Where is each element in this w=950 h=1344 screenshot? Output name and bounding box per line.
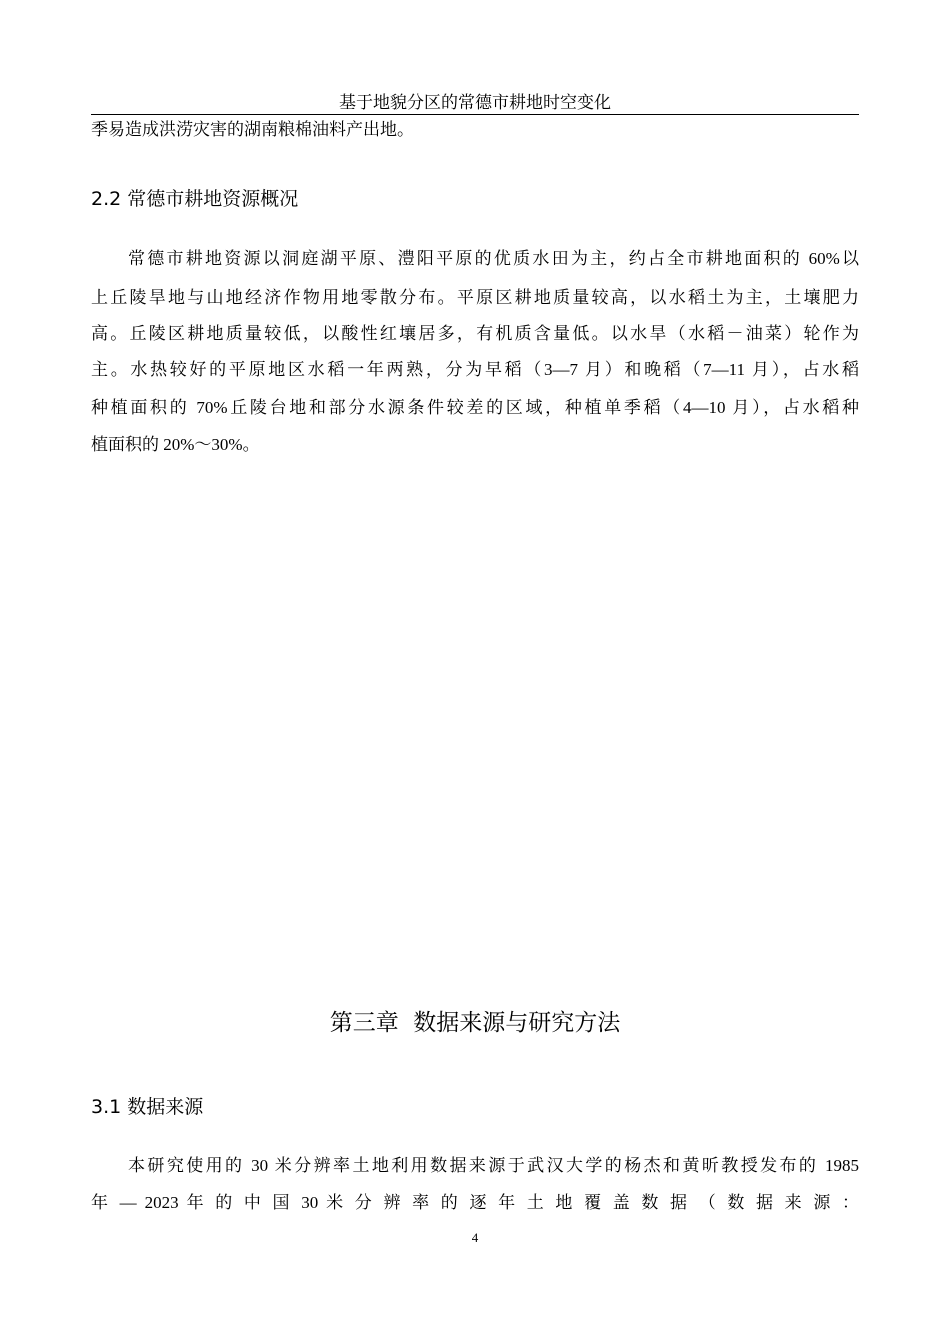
- section-heading-2-2: 2.2 常德市耕地资源概况: [91, 188, 299, 210]
- paragraph-line: 常德市耕地资源以洞庭湖平原、澧阳平原的优质水田为主，约占全市耕地面积的 60%以: [128, 249, 859, 268]
- paragraph-line: 植面积的 20%～30%。: [91, 435, 260, 454]
- paragraph-line: 种植面积的 70%丘陵台地和部分水源条件较差的区域，种植单季稻（4—10 月），占水稻种: [91, 398, 859, 417]
- continuation-text: 季易造成洪涝灾害的湖南粮棉油料产出地。: [91, 120, 414, 139]
- paragraph-line: 高。丘陵区耕地质量较低，以酸性红壤居多，有机质含量低。以水旱（水稻－油菜）轮作为: [91, 324, 859, 343]
- paragraph-line: 上丘陵旱地与山地经济作物用地零散分布。平原区耕地质量较高，以水稻土为主，土壤肥力: [91, 288, 859, 307]
- section-heading-3-1: 3.1 数据来源: [91, 1096, 204, 1118]
- paragraph-line: 本研究使用的 30 米分辨率土地利用数据来源于武汉大学的杨杰和黄昕教授发布的 1985: [128, 1156, 859, 1175]
- chapter-title: 第三章 数据来源与研究方法: [329, 1010, 621, 1036]
- paragraph-line: 年 — 2023 年 的 中 国 30 米 分 辨 率 的 逐 年 土 地 覆 盖 数 据 （ 数 据 来 源 ：: [91, 1193, 859, 1212]
- paragraph-line: 主。水热较好的平原地区水稻一年两熟，分为早稻（3—7 月）和晚稻（7—11 月），占水稻: [91, 360, 859, 379]
- page-header: 基于地貌分区的常德市耕地时空变化: [91, 92, 859, 115]
- page-number: 4: [471, 1230, 479, 1245]
